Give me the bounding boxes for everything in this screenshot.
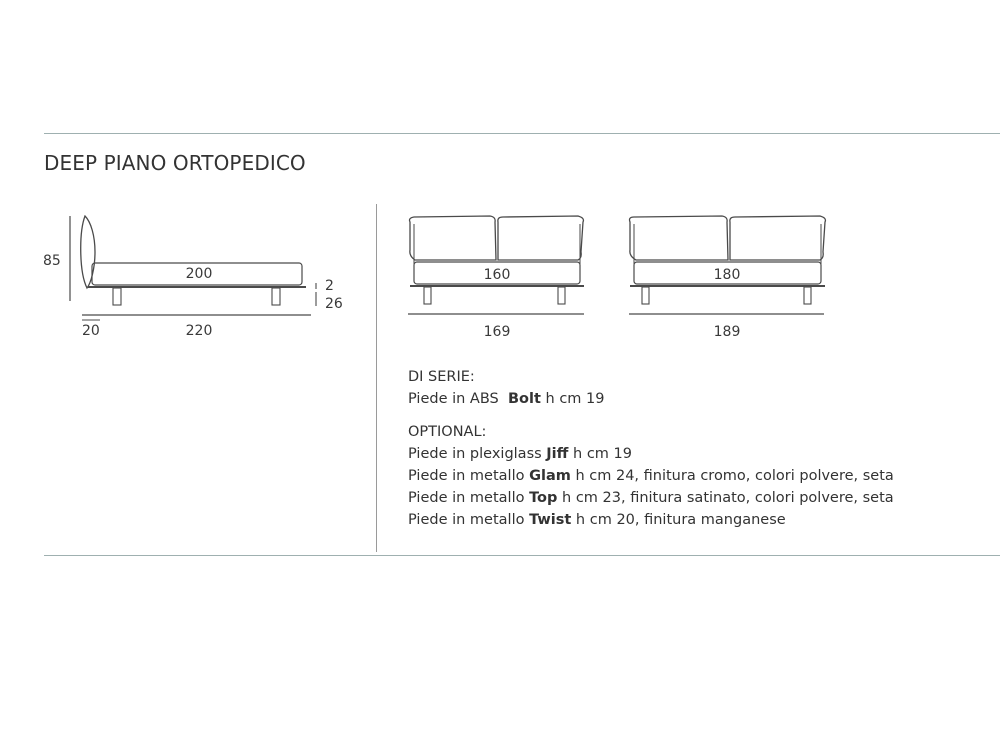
leg-right-large xyxy=(804,287,811,304)
standard-item: Piede in ABS Bolt h cm 19 xyxy=(408,391,605,407)
cushion-left xyxy=(630,216,729,260)
foot-model-name: Jiff xyxy=(546,446,569,462)
front-view-small xyxy=(408,216,584,340)
front-view-large xyxy=(629,216,825,340)
overall-width-label-small: 169 xyxy=(483,324,511,340)
cushion-left xyxy=(410,216,497,260)
overall-width-label-large: 189 xyxy=(713,324,741,340)
foot-model-name: Bolt xyxy=(507,391,541,407)
leg-left-small xyxy=(424,287,431,304)
mattress-width-label-large: 180 xyxy=(713,267,741,283)
leg-right-small xyxy=(558,287,565,304)
optional-item: Piede in plexiglass Jiff h cm 19 xyxy=(408,446,632,462)
optional-item: Piede in metallo Glam h cm 24, finitura cromo, colori polvere, seta xyxy=(408,468,894,484)
optional-item: Piede in metallo Twist h cm 20, finitura manganese xyxy=(408,512,786,528)
overall-length-label: 220 xyxy=(185,323,213,339)
leg-left-large xyxy=(642,287,649,304)
foot-model-name: Twist xyxy=(529,512,572,528)
leg-front xyxy=(113,288,121,305)
mattress-width-label-small: 160 xyxy=(483,267,511,283)
leg-back xyxy=(272,288,280,305)
optional-heading: OPTIONAL: xyxy=(408,424,487,440)
cushion-right xyxy=(498,216,584,260)
base-height-label: 26 xyxy=(325,296,343,312)
feet-specifications xyxy=(408,366,894,531)
headboard-depth-label: 20 xyxy=(82,323,100,339)
foot-model-name: Glam xyxy=(529,468,571,484)
cushion-right xyxy=(730,216,826,260)
optional-item: Piede in metallo Top h cm 23, finitura satinato, colori polvere, seta xyxy=(408,490,894,506)
bottom-divider xyxy=(44,555,1000,556)
top-thickness-label: 2 xyxy=(325,278,334,294)
headboard-cushion xyxy=(81,216,95,288)
vertical-divider xyxy=(376,204,377,552)
height-label: 85 xyxy=(43,253,61,269)
product-title: DEEP PIANO ORTOPEDICO xyxy=(44,151,306,175)
standard-heading: DI SERIE: xyxy=(408,369,475,385)
side-view xyxy=(43,216,343,339)
foot-model-name: Top xyxy=(529,490,558,506)
mattress-length-label: 200 xyxy=(185,266,213,282)
